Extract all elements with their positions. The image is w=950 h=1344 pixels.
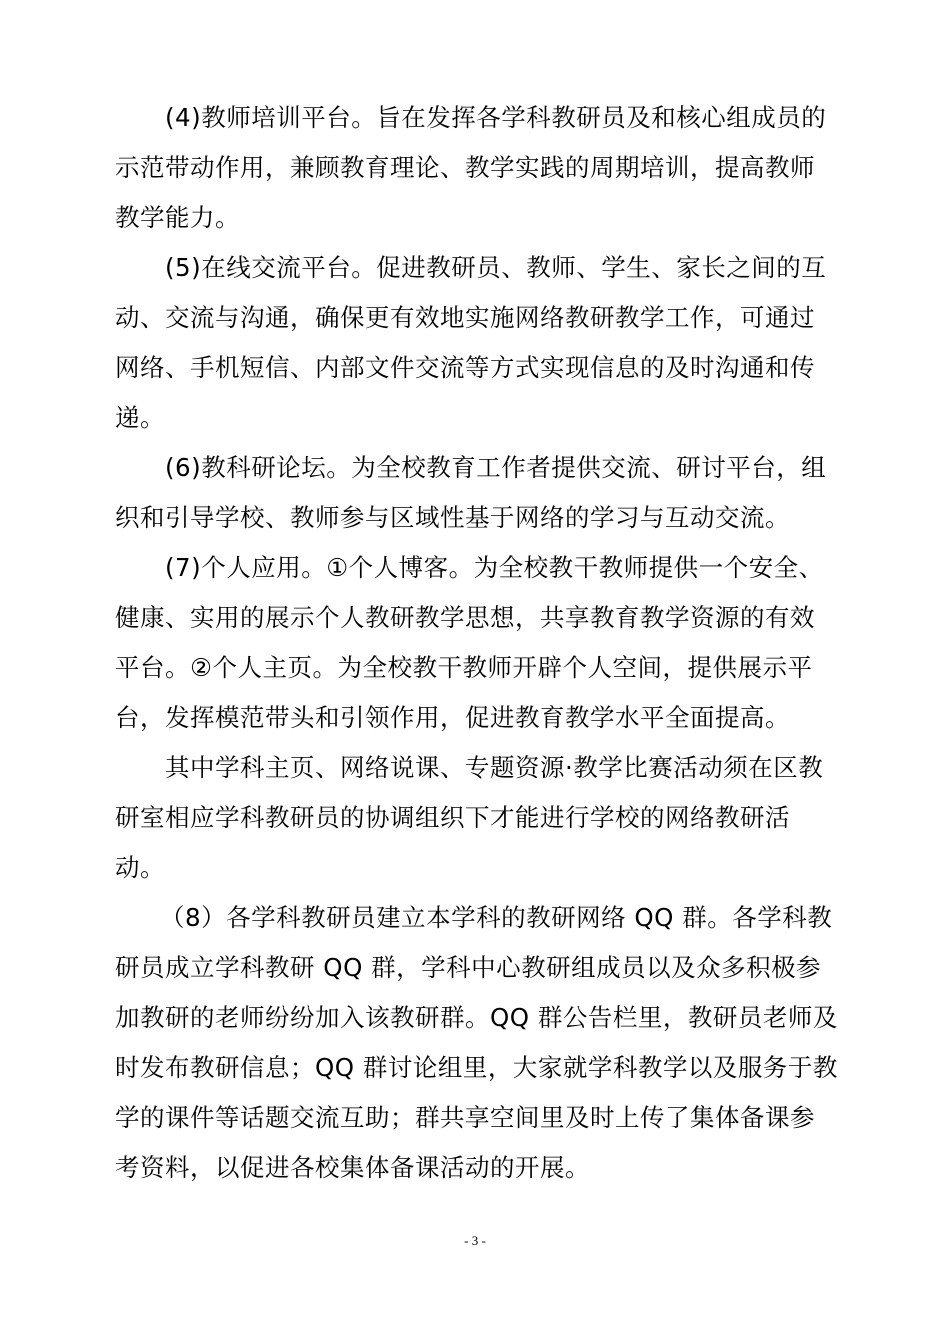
paragraph-note-line-3: 动。 [115, 853, 165, 882]
page-number: - 3 - [464, 1233, 486, 1248]
paragraph-7-line-3: 平台。②个人主页。为全校教干教师开辟个人空间，提供展示平 [115, 653, 813, 682]
paragraph-note-line-1: 其中学科主页、网络说课、专题资源·教学比赛活动须在区教 [165, 753, 824, 782]
paragraph-8-line-1: （8）各学科教研员建立本学科的教研网络 QQ 群。各学科教 [160, 903, 833, 932]
paragraph-7-line-2: 健康、实用的展示个人教研教学思想，共享教育教学资源的有效 [115, 603, 815, 632]
paragraph-8-line-2: 研员成立学科教研 QQ 群，学科中心教研组成员以及众多积极参 [115, 953, 822, 982]
paragraph-4-line-2: 示范带动作用，兼顾教育理论、教学实践的周期培训，提高教师 [115, 153, 815, 182]
paragraph-8-line-4: 时发布教研信息；QQ 群讨论组里，大家就学科教学以及服务于教 [115, 1053, 838, 1082]
paragraph-5-line-3: 网络、手机短信、内部文件交流等方式实现信息的及时沟通和传 [115, 353, 815, 382]
paragraph-note-line-2: 研室相应学科教研员的协调组织下才能进行学校的网络教研活 [115, 803, 790, 832]
paragraph-7-line-1: (7)个人应用。①个人博客。为全校教干教师提供一个安全、 [165, 553, 824, 582]
paragraph-8-line-6: 考资料，以促进各校集体备课活动的开展。 [115, 1153, 590, 1182]
paragraph-5-line-4: 递。 [115, 403, 165, 432]
paragraph-8-line-3: 加教研的老师纷纷加入该教研群。QQ 群公告栏里，教研员老师及 [115, 1003, 838, 1032]
paragraph-5-line-2: 动、交流与沟通，确保更有效地实施网络教研教学工作，可通过 [115, 303, 815, 332]
paragraph-4-line-3: 教学能力。 [115, 203, 240, 232]
paragraph-4-line-1: (4)教师培训平台。旨在发挥各学科教研员及和核心组成员的 [165, 103, 827, 132]
paragraph-7-line-4: 台，发挥模范带头和引领作用，促进教育教学水平全面提高。 [115, 703, 790, 732]
paragraph-6-line-1: (6)教科研论坛。为全校教育工作者提供交流、研讨平台，组 [165, 453, 827, 482]
paragraph-6-line-2: 织和引导学校、教师参与区域性基于网络的学习与互动交流。 [115, 503, 790, 532]
paragraph-8-line-5: 学的课件等话题交流互助；群共享空间里及时上传了集体备课参 [115, 1103, 815, 1132]
paragraph-5-line-1: (5)在线交流平台。促进教研员、教师、学生、家长之间的互 [165, 253, 827, 282]
